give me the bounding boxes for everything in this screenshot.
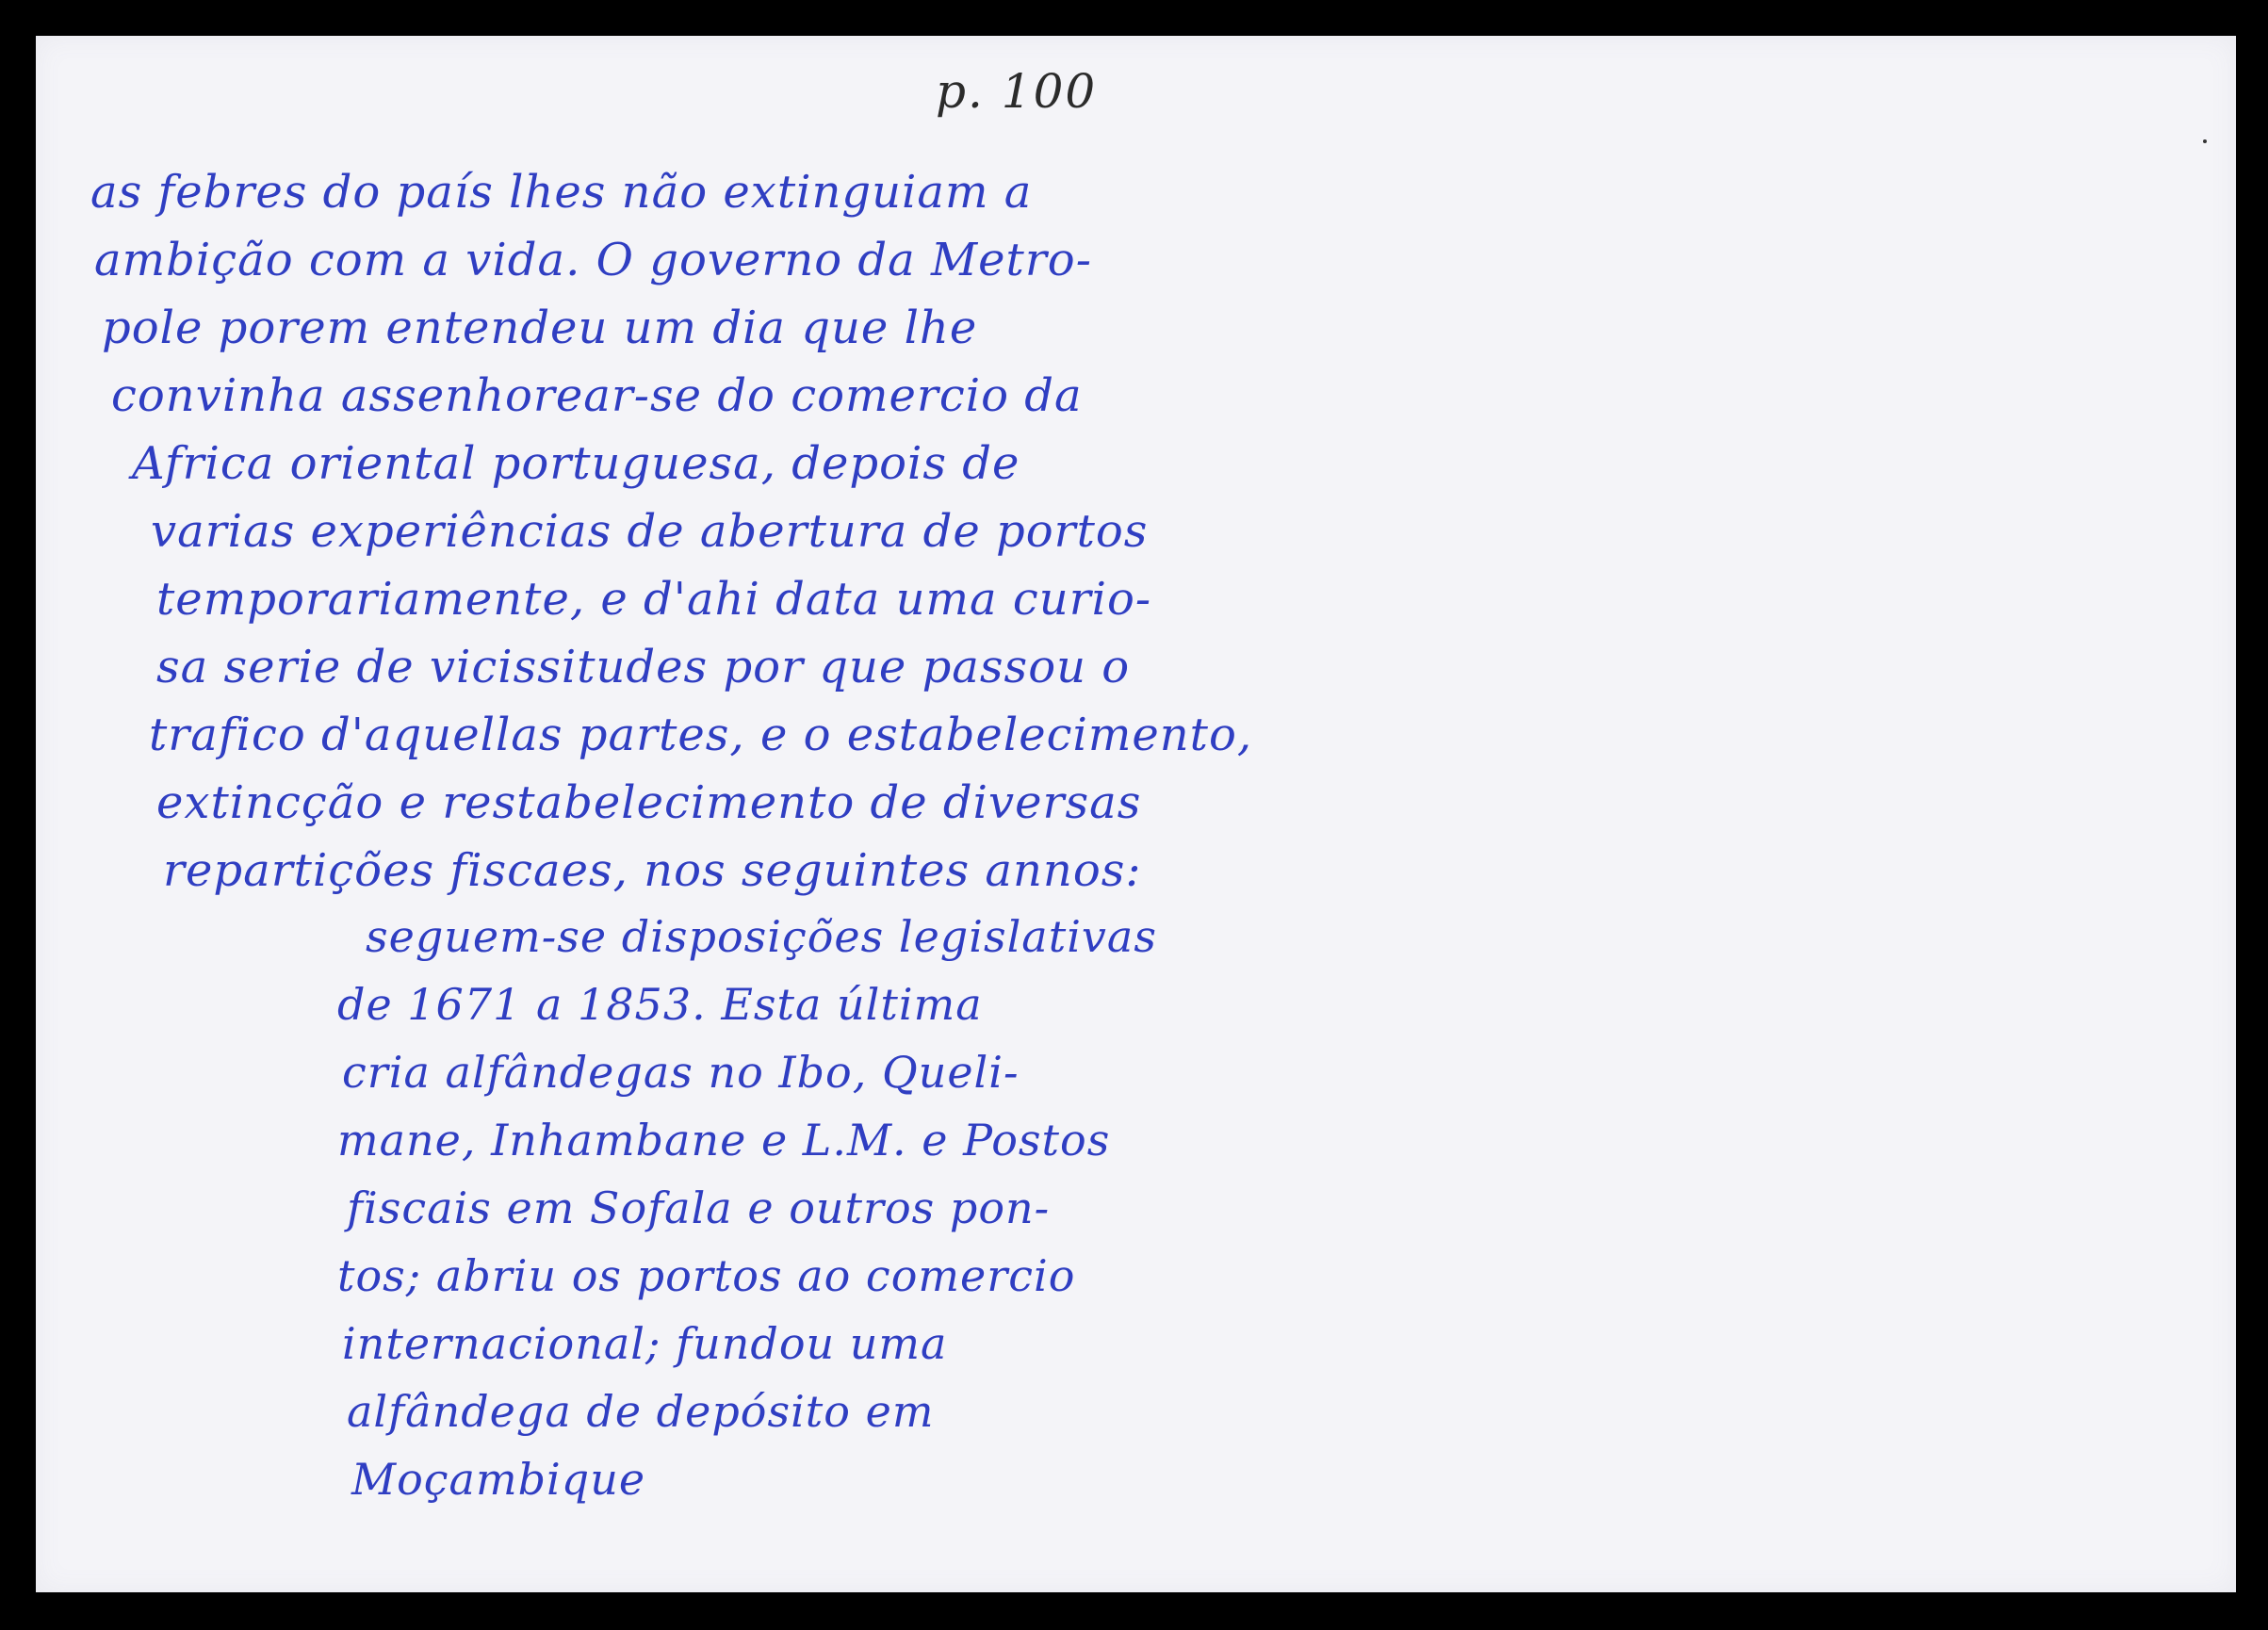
text-line: internacional; fundou uma <box>342 1318 948 1369</box>
text-line: temporariamente, e d'ahi data uma curio- <box>156 573 1152 626</box>
text-line: cria alfândegas no Ibo, Queli- <box>342 1047 1020 1098</box>
text-line: ambição com a vida. O governo da Metro- <box>94 234 1092 286</box>
text-line: tos; abriu os portos ao comercio <box>337 1250 1076 1301</box>
text-line: sa serie de vicissitudes por que passou o <box>156 641 1131 693</box>
text-line: trafico d'aquellas partes, e o estabelecimento, <box>149 709 1253 761</box>
text-line: fiscais em Sofala e outros pon- <box>347 1182 1051 1233</box>
text-line: repartições fiscaes, nos seguintes annos: <box>163 844 1142 897</box>
text-line: convinha assenhorear-se do comercio da <box>111 369 1083 422</box>
text-line: as febres do país lhes não extinguiam a <box>90 166 1033 219</box>
handwritten-paragraph-main <box>73 158 1252 905</box>
text-line: extincção e restabelecimento de diversas <box>156 776 1142 829</box>
text-line: alfândega de depósito em <box>347 1386 935 1437</box>
paper-speck <box>2203 139 2207 143</box>
text-line: mane, Inhambane e L.M. e Postos <box>337 1115 1111 1165</box>
text-line: Moçambique <box>351 1454 646 1505</box>
page-number: p. 100 <box>936 64 1098 119</box>
text-line: de 1671 a 1853. Esta última <box>337 979 983 1030</box>
text-line: varias experiências de abertura de portos <box>151 505 1149 558</box>
text-line: seguem-se disposições legislativas <box>366 911 1157 962</box>
paper-sheet <box>36 36 2236 1592</box>
handwritten-paragraph-note <box>337 903 1157 1513</box>
text-line: Africa oriental portuguesa, depois de <box>132 437 1020 490</box>
text-line: pole porem entendeu um dia que lhe <box>102 302 978 354</box>
